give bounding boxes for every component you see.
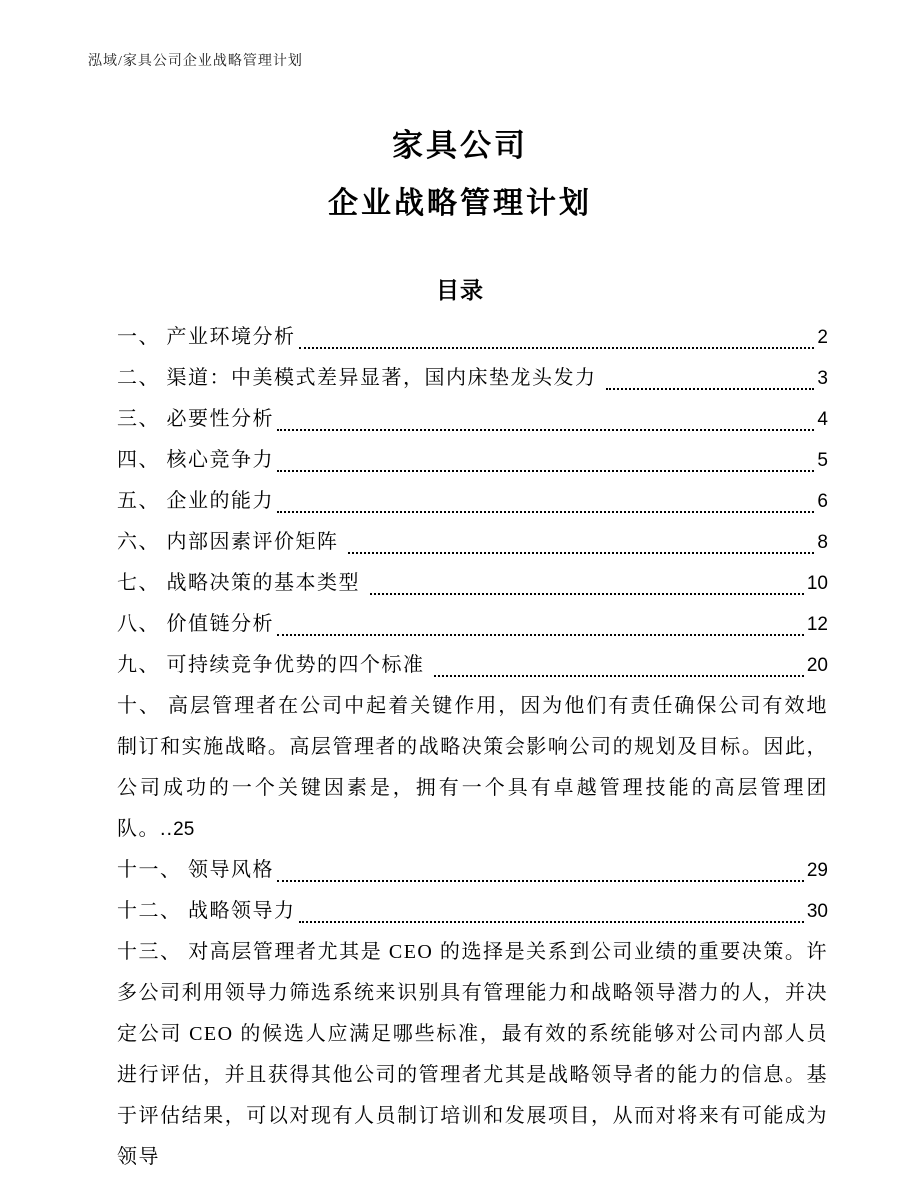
doc-title-line2: 企业战略管理计划 bbox=[328, 187, 592, 220]
toc-entry-label: 十、 高层管理者在公司中起着关键作用，因为他们有责任确保公司有效地制订和实施战略。高层管理者的战略决策会影响公司的规划及目标。因此，公司成功的一个关键因素是，拥有一个具有卓越管理技能的高层管理团队。 bbox=[117, 695, 828, 840]
toc-entry-label: 十二、 战略领导力 bbox=[117, 900, 296, 922]
toc-dotted-leader bbox=[434, 675, 804, 677]
toc-entry[interactable] bbox=[117, 850, 828, 891]
toc-entry-label: 七、 战略决策的基本类型 bbox=[117, 572, 367, 594]
toc-dotted-leader bbox=[299, 347, 815, 349]
toc-dotted-leader bbox=[370, 593, 804, 595]
toc-entry[interactable] bbox=[117, 317, 828, 358]
toc-entry[interactable] bbox=[117, 481, 828, 522]
toc-dotted-leader bbox=[277, 470, 814, 472]
toc-entry-label: 六、 内部因素评价矩阵 bbox=[117, 531, 345, 553]
toc-entry[interactable] bbox=[117, 932, 828, 1178]
toc-dotted-leader bbox=[299, 921, 804, 923]
toc-page-number: 20 bbox=[806, 655, 828, 676]
toc-dotted-leader bbox=[277, 511, 814, 513]
toc-entry[interactable] bbox=[117, 440, 828, 481]
toc-entry-label: 八、 价值链分析 bbox=[117, 613, 274, 635]
toc-page-number: 8 bbox=[817, 532, 828, 553]
toc-dotted-leader bbox=[277, 880, 804, 882]
toc-page-number: 12 bbox=[806, 614, 828, 635]
toc-dotted-leader bbox=[277, 429, 814, 431]
document-header: 泓域/家具公司企业战略管理计划 bbox=[88, 54, 303, 69]
toc-page-number: 3 bbox=[817, 368, 828, 389]
doc-title-line1: 家具公司 bbox=[392, 128, 528, 163]
toc-page-number: 6 bbox=[817, 491, 828, 512]
toc-page-number: 29 bbox=[806, 860, 828, 881]
toc-page-number: 4 bbox=[817, 409, 828, 430]
toc-page-number: 10 bbox=[806, 573, 828, 594]
toc-entry[interactable] bbox=[117, 358, 828, 399]
toc-leader-dots: .. bbox=[160, 818, 174, 840]
toc-entry[interactable] bbox=[117, 604, 828, 645]
toc-entry[interactable] bbox=[117, 522, 828, 563]
toc-page-number: 2 bbox=[817, 327, 828, 348]
toc-entry[interactable] bbox=[117, 686, 828, 850]
toc-entry[interactable] bbox=[117, 399, 828, 440]
toc-entry-label: 一、 产业环境分析 bbox=[117, 326, 296, 348]
toc-page-number: 5 bbox=[817, 450, 828, 471]
toc-dotted-leader bbox=[606, 388, 814, 390]
toc-entry-label: 十一、 领导风格 bbox=[117, 859, 274, 881]
toc-entry-label: 四、 核心竞争力 bbox=[117, 449, 274, 471]
toc-dotted-leader bbox=[348, 552, 814, 554]
toc-entry[interactable] bbox=[117, 891, 828, 932]
toc-page-number: 25 bbox=[173, 819, 195, 840]
toc-entry-label: 九、 可持续竞争优势的四个标准 bbox=[117, 654, 431, 676]
toc-list bbox=[117, 317, 828, 1178]
toc-heading: 目录 bbox=[436, 277, 484, 303]
toc-dotted-leader bbox=[277, 634, 804, 636]
toc-entry[interactable] bbox=[117, 645, 828, 686]
toc-entry[interactable] bbox=[117, 563, 828, 604]
toc-page-number: 30 bbox=[806, 901, 828, 922]
toc-entry-label: 三、 必要性分析 bbox=[117, 408, 274, 430]
toc-entry-label: 五、 企业的能力 bbox=[117, 490, 274, 512]
toc-entry-label: 二、 渠道：中美模式差异显著，国内床垫龙头发力 bbox=[117, 367, 603, 389]
toc-entry-label: 十三、 对高层管理者尤其是 CEO 的选择是关系到公司业绩的重要决策。许多公司利用领导力筛选系统来识别具有管理能力和战略领导潜力的人，并决定公司 CEO 的候选人应满足哪些标准，最有效的系统能够对公司内部人员进行评估，并且获得其他公司的管理者尤其是战略领导者的能力的信息。基于评估结果，可以对现有人员制订培训和发展项目，从而对将来有可能成为领导 bbox=[117, 941, 828, 1168]
